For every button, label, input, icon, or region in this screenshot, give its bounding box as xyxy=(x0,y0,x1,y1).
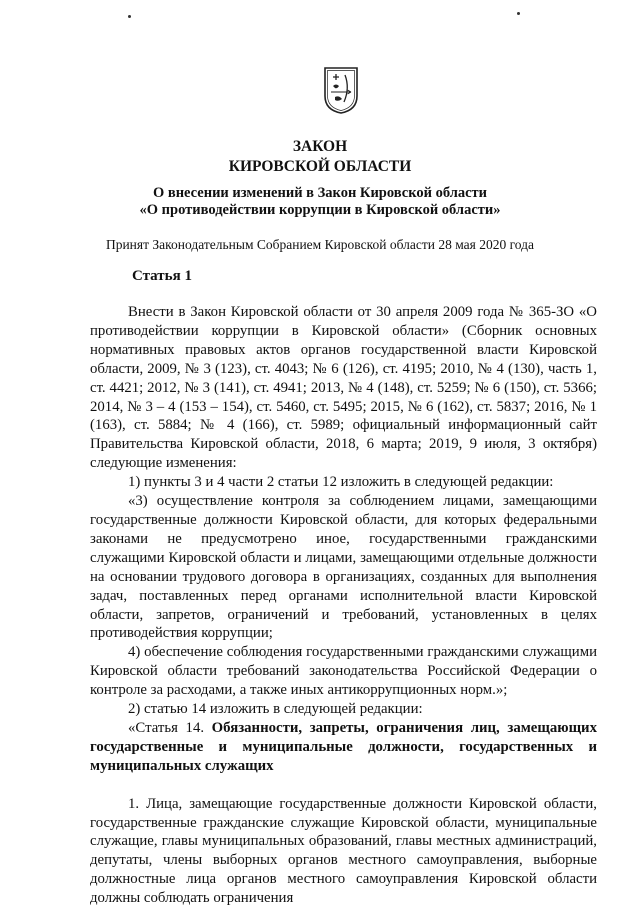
adoption-line: Принят Законодательным Собранием Кировской области 28 мая 2020 года xyxy=(105,237,535,252)
doc-type-title: ЗАКОН xyxy=(292,138,348,155)
article-14-paragraph-1: 1. Лица, замещающие государственные должности Кировской области, государственные гражданские служащие Кировской области, муниципальные служащие, главы муниципальных образований, главы местных администраций, депутаты, члены выборных органов местного самоуправления, выборные должностные лица органов местного самоуправления Кировской области должны соблюдать ограничения xyxy=(90,795,597,907)
article-body xyxy=(90,303,597,908)
article-heading: Статья 1 xyxy=(132,268,192,284)
article-14-heading xyxy=(90,719,597,776)
scan-speck xyxy=(517,12,520,15)
region-title: КИРОВСКОЙ ОБЛАСТИ xyxy=(228,158,412,175)
kirov-coat-of-arms-icon xyxy=(323,66,359,114)
scan-speck xyxy=(128,15,131,18)
amendment-point-3: «3) осуществление контроля за соблюдением лицами, замещающими государственные должности Кировской области, для которых федеральными законами не предусмотрено иное, государственными гражданскими служащими Кировской области и лицами, замещающими отдельные должности на основании трудового договора в организациях, созданных для выполнения задач, поставленных перед органами исполнительной власти Кировской области, запретов, ограничений и требований, установленных в целях противодействия коррупции; xyxy=(90,493,597,642)
amendment-point-4: 4) обеспечение соблюдения государственными гражданскими служащими Кировской области требований законодательства Российской Федерации о контроле за расходами, а также иных антикоррупционных норм.»; xyxy=(90,644,597,699)
law-subject-line-2: «О противодействии коррупции в Кировской области» xyxy=(139,202,501,218)
article-14-prefix: «Статья 14. xyxy=(128,719,205,736)
law-subject-line-1: О внесении изменений в Закон Кировской области xyxy=(152,185,488,201)
amendment-item-2: 2) статью 14 изложить в следующей редакции: xyxy=(128,701,423,718)
article-14-title: Обязанности, запреты, ограничения лиц, замещающих государственные и муниципальные должности, государственных и муниципальных служащих xyxy=(90,719,597,774)
article-intro-paragraph: Внести в Закон Кировской области от 30 апреля 2009 года № 365-ЗО «О противодействии коррупции в Кировской области» (Сборник основных нормативных правовых актов органов государственной власти Кировской области, 2009, № 3 (123), ст. 4043; № 6 (126), ст. 4195; 2010, № 4 (130), часть 1, ст. 4421; 2012, № 3 (141), ст. 4941; 2013, № 4 (148), ст. 5259; № 6 (150), ст. 5366; 2014, № 3 – 4 (153 – 154), ст. 5460, ст. 5495; 2015, № 6 (162), ст. 5837; 2016, № 1 (163), ст. 5884; № 4 (166), ст. 5989; официальный информационный сайт Правительства Кировской области, 2018, 6 марта; 2019, 9 июля, 3 октября) следующие изменения: xyxy=(90,304,597,472)
amendment-item-1: 1) пункты 3 и 4 части 2 статьи 12 изложить в следующей редакции: xyxy=(128,474,554,491)
